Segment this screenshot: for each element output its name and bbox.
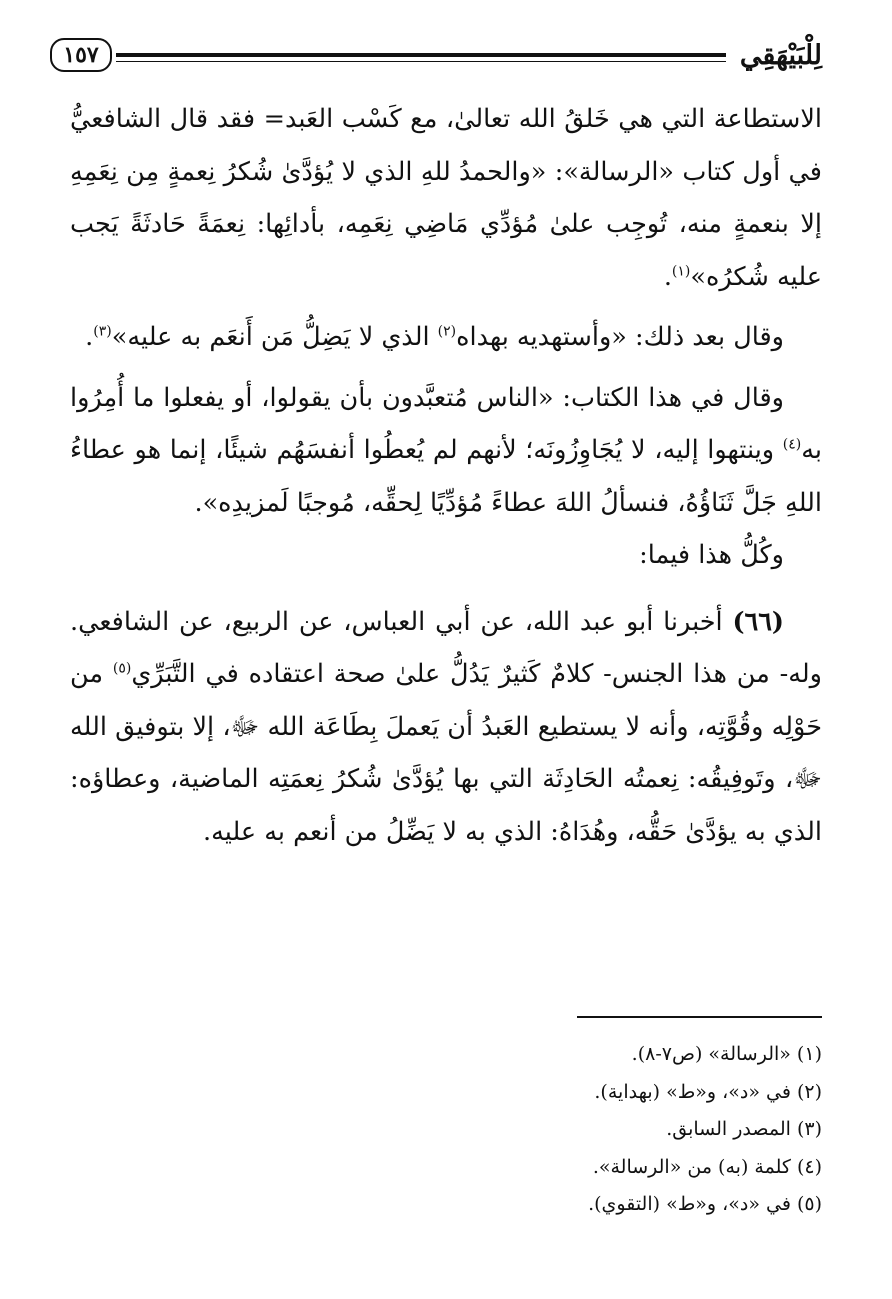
paragraph-text: وقال بعد ذلك: «وأستهديه بهداه bbox=[456, 322, 784, 352]
footnote-marker: (٢) bbox=[437, 323, 457, 340]
paragraph bbox=[70, 311, 822, 364]
page-number-badge: ١٥٧ bbox=[50, 38, 112, 72]
paragraph bbox=[70, 372, 822, 530]
paragraph bbox=[70, 529, 822, 582]
paragraph-tail: . bbox=[85, 322, 94, 352]
footnote-marker: (١) bbox=[671, 263, 691, 279]
footnote: (١) «الرسالة» (ص٧-٨). bbox=[631, 1043, 822, 1065]
footnote-marker: (٥) bbox=[112, 660, 132, 677]
footnote: (٢) في «د»، و«ط» (بهداية). bbox=[594, 1080, 822, 1103]
hadith-paragraph bbox=[70, 596, 822, 859]
paragraph-text: الاستطاعة التي هي خَلقُ الله تعالىٰ، مع كَسْب العَبد= فقد قال الشافعيُّ في أول كتاب «الرسالة»: «والحمدُ للهِ الذي لا يُؤدَّىٰ شُكرُ نِعمةٍ مِن نِعَمِهِ إلا بنعمةٍ منه، تُوجِب علىٰ مُؤدِّي مَاضِي نِعَمِه، بأدائِها: نِعمَةً حَادثَةً يَجب عليه شُكرُه» bbox=[70, 104, 822, 292]
running-header bbox=[50, 34, 822, 82]
paragraph-text: وقال في هذا الكتاب: «الناس مُتعبَّدون بأن يقولوا، أو يفعلوا ما أُمِرُوا به bbox=[70, 382, 822, 465]
paragraph-tail: . bbox=[663, 261, 672, 292]
footnote: (٥) في «د»، و«ط» (التقوي). bbox=[588, 1193, 822, 1215]
footnote-separator bbox=[577, 1016, 822, 1018]
footnotes bbox=[70, 1036, 822, 1224]
paragraph-tail: من حَوْلِه وقُوَّتِه، وأنه لا يستطيع العَبدُ أن يَعملَ بِطَاعَة الله ﷻ، إلا بتوفيق الله ﷻ، وتَوفِيقُه: نِعمتُه الحَادِثَة التي بها يُؤدَّىٰ شُكرُ نِعمَتِه الماضية، وعطاؤه: الذي به يؤدَّىٰ حَقُّه، وهُدَاهُ: الذي به لا يَضِّلُ من أنعم به عليه. bbox=[70, 659, 822, 847]
footnote-marker: (٣) bbox=[93, 323, 112, 340]
footnote-marker: (٤) bbox=[782, 436, 802, 453]
footnote: (٤) كلمة (به) من «الرسالة». bbox=[592, 1155, 822, 1178]
header-rule bbox=[116, 53, 726, 62]
paragraph bbox=[70, 93, 822, 303]
hadith-number: (٦٦) bbox=[732, 606, 784, 637]
paragraph-text: الذي لا يَضِلُّ مَن أَنعَم به عليه» bbox=[111, 322, 438, 352]
running-title: لِلْبَيْهَقِي bbox=[739, 40, 822, 71]
main-text bbox=[70, 93, 822, 858]
paragraph-tail: وينتهوا إليه، لا يُجَاوِزُونَه؛ لأنهم لم يُعطُوا أنفسَهُم شيئًا، إنما هو عطاءُ اللهِ جَلَّ ثَنَاؤُهُ، فنسألُ اللهَ عطاءً مُؤدِّيًا لِحقِّه، مُوجبًا لَمزيدِه». bbox=[70, 435, 822, 518]
paragraph-text: أخبرنا أبو عبد الله، عن أبي العباس، عن الربيع، عن الشافعي. وله- من هذا الجنس- كلامٌ كَثيرٌ يَدُلُّ علىٰ صحة اعتقاده في التَّبَرِّي bbox=[70, 606, 822, 689]
paragraph-text: وكُلُّ هذا فيما: bbox=[639, 540, 784, 570]
footnote: (٣) المصدر السابق. bbox=[666, 1118, 822, 1140]
